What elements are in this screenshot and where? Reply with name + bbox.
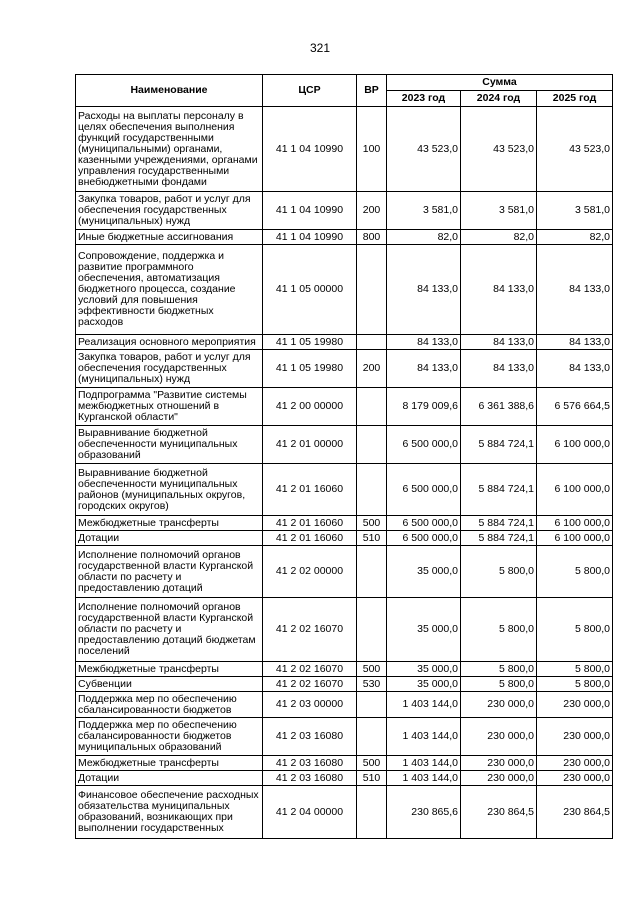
row-sum-2025: 82,0: [537, 230, 613, 245]
row-sum-2023: 35 000,0: [387, 677, 461, 692]
row-sum-2023: 8 179 009,6: [387, 388, 461, 426]
row-vr: [357, 718, 387, 756]
row-sum-2025: 6 576 664,5: [537, 388, 613, 426]
row-name: Сопровождение, поддержка и развитие программного обеспечения, автоматизация бюджетного процесса, создание условий для повышения эффективности бюджетных расходов: [76, 245, 263, 335]
table-row: [76, 335, 613, 350]
row-sum-2024: 5 800,0: [461, 546, 537, 598]
header-sum: Сумма: [387, 75, 613, 91]
row-name: Выравнивание бюджетной обеспеченности муниципальных районов (муниципальных округов, городских округов): [76, 464, 263, 516]
table-row: [76, 350, 613, 388]
row-csr: 41 2 02 00000: [263, 546, 357, 598]
row-vr: 500: [357, 756, 387, 771]
row-vr: 800: [357, 230, 387, 245]
row-vr: [357, 598, 387, 662]
row-sum-2024: 5 884 724,1: [461, 516, 537, 531]
row-sum-2025: 230 000,0: [537, 692, 613, 718]
table-row: [76, 662, 613, 677]
row-sum-2025: 6 100 000,0: [537, 426, 613, 464]
row-name: Выравнивание бюджетной обеспеченности муниципальных образований: [76, 426, 263, 464]
row-name: Дотации: [76, 531, 263, 546]
header-csr: ЦСР: [263, 75, 357, 107]
row-sum-2024: 230 864,5: [461, 786, 537, 839]
row-sum-2024: 230 000,0: [461, 771, 537, 786]
row-sum-2024: 84 133,0: [461, 245, 537, 335]
row-sum-2023: 3 581,0: [387, 192, 461, 230]
row-sum-2024: 230 000,0: [461, 692, 537, 718]
row-sum-2025: 6 100 000,0: [537, 516, 613, 531]
row-csr: 41 1 05 19980: [263, 335, 357, 350]
row-sum-2023: 1 403 144,0: [387, 718, 461, 756]
row-sum-2023: 6 500 000,0: [387, 426, 461, 464]
row-sum-2024: 84 133,0: [461, 350, 537, 388]
table-row: [76, 677, 613, 692]
header-vr: ВР: [357, 75, 387, 107]
row-vr: 500: [357, 662, 387, 677]
row-sum-2023: 1 403 144,0: [387, 756, 461, 771]
row-name: Межбюджетные трансферты: [76, 662, 263, 677]
row-name: Исполнение полномочий органов государственной власти Курганской области по расчету и предоставлению дотаций: [76, 546, 263, 598]
row-sum-2025: 5 800,0: [537, 546, 613, 598]
table-row: [76, 245, 613, 335]
table-row: [76, 192, 613, 230]
row-sum-2024: 3 581,0: [461, 192, 537, 230]
row-sum-2023: 35 000,0: [387, 546, 461, 598]
row-sum-2023: 35 000,0: [387, 598, 461, 662]
row-sum-2025: 230 000,0: [537, 718, 613, 756]
row-sum-2023: 82,0: [387, 230, 461, 245]
table-row: [76, 516, 613, 531]
row-sum-2025: 230 864,5: [537, 786, 613, 839]
row-vr: 100: [357, 107, 387, 192]
header-year-2025: 2025 год: [537, 91, 613, 107]
row-vr: [357, 335, 387, 350]
header-row-1: [76, 75, 613, 91]
row-csr: 41 1 05 19980: [263, 350, 357, 388]
row-sum-2025: 230 000,0: [537, 756, 613, 771]
row-name: Дотации: [76, 771, 263, 786]
row-sum-2023: 6 500 000,0: [387, 464, 461, 516]
table-row: [76, 546, 613, 598]
row-sum-2024: 43 523,0: [461, 107, 537, 192]
table-row: [76, 598, 613, 662]
table-row: [76, 756, 613, 771]
row-name: Закупка товаров, работ и услуг для обеспечения государственных (муниципальных) нужд: [76, 192, 263, 230]
row-vr: 200: [357, 350, 387, 388]
row-sum-2024: 230 000,0: [461, 756, 537, 771]
row-vr: 510: [357, 771, 387, 786]
table-row: [76, 230, 613, 245]
row-sum-2025: 6 100 000,0: [537, 464, 613, 516]
row-name: Реализация основного мероприятия: [76, 335, 263, 350]
row-sum-2025: 84 133,0: [537, 245, 613, 335]
row-name: Финансовое обеспечение расходных обязательства муниципальных образований, возникающих при выполнении государственных: [76, 786, 263, 839]
table-row: [76, 718, 613, 756]
row-sum-2024: 5 800,0: [461, 677, 537, 692]
row-sum-2023: 1 403 144,0: [387, 771, 461, 786]
row-sum-2025: 84 133,0: [537, 350, 613, 388]
row-csr: 41 2 03 16080: [263, 718, 357, 756]
row-vr: 500: [357, 516, 387, 531]
row-name: Исполнение полномочий органов государственной власти Курганской области по расчету и предоставлению дотаций бюджетам поселений: [76, 598, 263, 662]
row-csr: 41 2 02 16070: [263, 598, 357, 662]
row-sum-2024: 5 800,0: [461, 598, 537, 662]
row-csr: 41 1 04 10990: [263, 230, 357, 245]
row-name: Поддержка мер по обеспечению сбалансированности бюджетов муниципальных образований: [76, 718, 263, 756]
row-vr: 200: [357, 192, 387, 230]
row-sum-2023: 84 133,0: [387, 350, 461, 388]
row-name: Закупка товаров, работ и услуг для обеспечения государственных (муниципальных) нужд: [76, 350, 263, 388]
row-csr: 41 2 02 16070: [263, 677, 357, 692]
row-csr: 41 2 03 00000: [263, 692, 357, 718]
table-row: [76, 771, 613, 786]
row-csr: 41 2 03 16080: [263, 756, 357, 771]
row-vr: [357, 426, 387, 464]
row-sum-2023: 35 000,0: [387, 662, 461, 677]
row-sum-2025: 6 100 000,0: [537, 531, 613, 546]
row-sum-2024: 5 884 724,1: [461, 426, 537, 464]
row-sum-2024: 230 000,0: [461, 718, 537, 756]
table-row: [76, 692, 613, 718]
row-name: Субвенции: [76, 677, 263, 692]
table-row: [76, 426, 613, 464]
row-sum-2023: 84 133,0: [387, 245, 461, 335]
row-vr: [357, 692, 387, 718]
row-sum-2024: 5 884 724,1: [461, 464, 537, 516]
row-vr: 530: [357, 677, 387, 692]
row-sum-2023: 43 523,0: [387, 107, 461, 192]
row-csr: 41 2 01 00000: [263, 426, 357, 464]
row-sum-2025: 3 581,0: [537, 192, 613, 230]
table-body: [76, 107, 613, 839]
header-year-2023: 2023 год: [387, 91, 461, 107]
header-name: Наименование: [76, 75, 263, 107]
row-sum-2024: 84 133,0: [461, 335, 537, 350]
header-year-2024: 2024 год: [461, 91, 537, 107]
row-csr: 41 1 04 10990: [263, 107, 357, 192]
row-vr: [357, 388, 387, 426]
row-sum-2025: 230 000,0: [537, 771, 613, 786]
row-sum-2025: 5 800,0: [537, 662, 613, 677]
row-name: Поддержка мер по обеспечению сбалансированности бюджетов: [76, 692, 263, 718]
row-csr: 41 2 00 00000: [263, 388, 357, 426]
page-number: 321: [309, 41, 331, 55]
row-csr: 41 2 02 16070: [263, 662, 357, 677]
row-name: Расходы на выплаты персоналу в целях обеспечения выполнения функций государственными (муниципальными) органами, казенными учреждениями, органами управления государственными внебюджетными фондами: [76, 107, 263, 192]
table-row: [76, 531, 613, 546]
table-row: [76, 464, 613, 516]
row-csr: 41 2 01 16060: [263, 531, 357, 546]
row-name: Иные бюджетные ассигнования: [76, 230, 263, 245]
row-sum-2023: 230 865,6: [387, 786, 461, 839]
row-vr: [357, 786, 387, 839]
row-sum-2024: 5 884 724,1: [461, 531, 537, 546]
row-sum-2023: 6 500 000,0: [387, 516, 461, 531]
row-name: Межбюджетные трансферты: [76, 516, 263, 531]
row-sum-2025: 5 800,0: [537, 677, 613, 692]
row-vr: [357, 245, 387, 335]
row-sum-2024: 6 361 388,6: [461, 388, 537, 426]
row-csr: 41 2 01 16060: [263, 464, 357, 516]
row-sum-2025: 5 800,0: [537, 598, 613, 662]
row-sum-2025: 43 523,0: [537, 107, 613, 192]
row-sum-2023: 84 133,0: [387, 335, 461, 350]
row-name: Подпрограмма "Развитие системы межбюджетных отношений в Курганской области": [76, 388, 263, 426]
row-vr: [357, 464, 387, 516]
row-sum-2024: 82,0: [461, 230, 537, 245]
table-row: [76, 107, 613, 192]
row-csr: 41 1 04 10990: [263, 192, 357, 230]
row-csr: 41 2 01 16060: [263, 516, 357, 531]
table-row: [76, 388, 613, 426]
row-csr: 41 2 03 16080: [263, 771, 357, 786]
row-sum-2023: 6 500 000,0: [387, 531, 461, 546]
row-vr: 510: [357, 531, 387, 546]
row-vr: [357, 546, 387, 598]
row-sum-2024: 5 800,0: [461, 662, 537, 677]
budget-table: [75, 74, 613, 839]
row-name: Межбюджетные трансферты: [76, 756, 263, 771]
table-row: [76, 786, 613, 839]
row-sum-2023: 1 403 144,0: [387, 692, 461, 718]
row-csr: 41 2 04 00000: [263, 786, 357, 839]
row-sum-2025: 84 133,0: [537, 335, 613, 350]
row-csr: 41 1 05 00000: [263, 245, 357, 335]
